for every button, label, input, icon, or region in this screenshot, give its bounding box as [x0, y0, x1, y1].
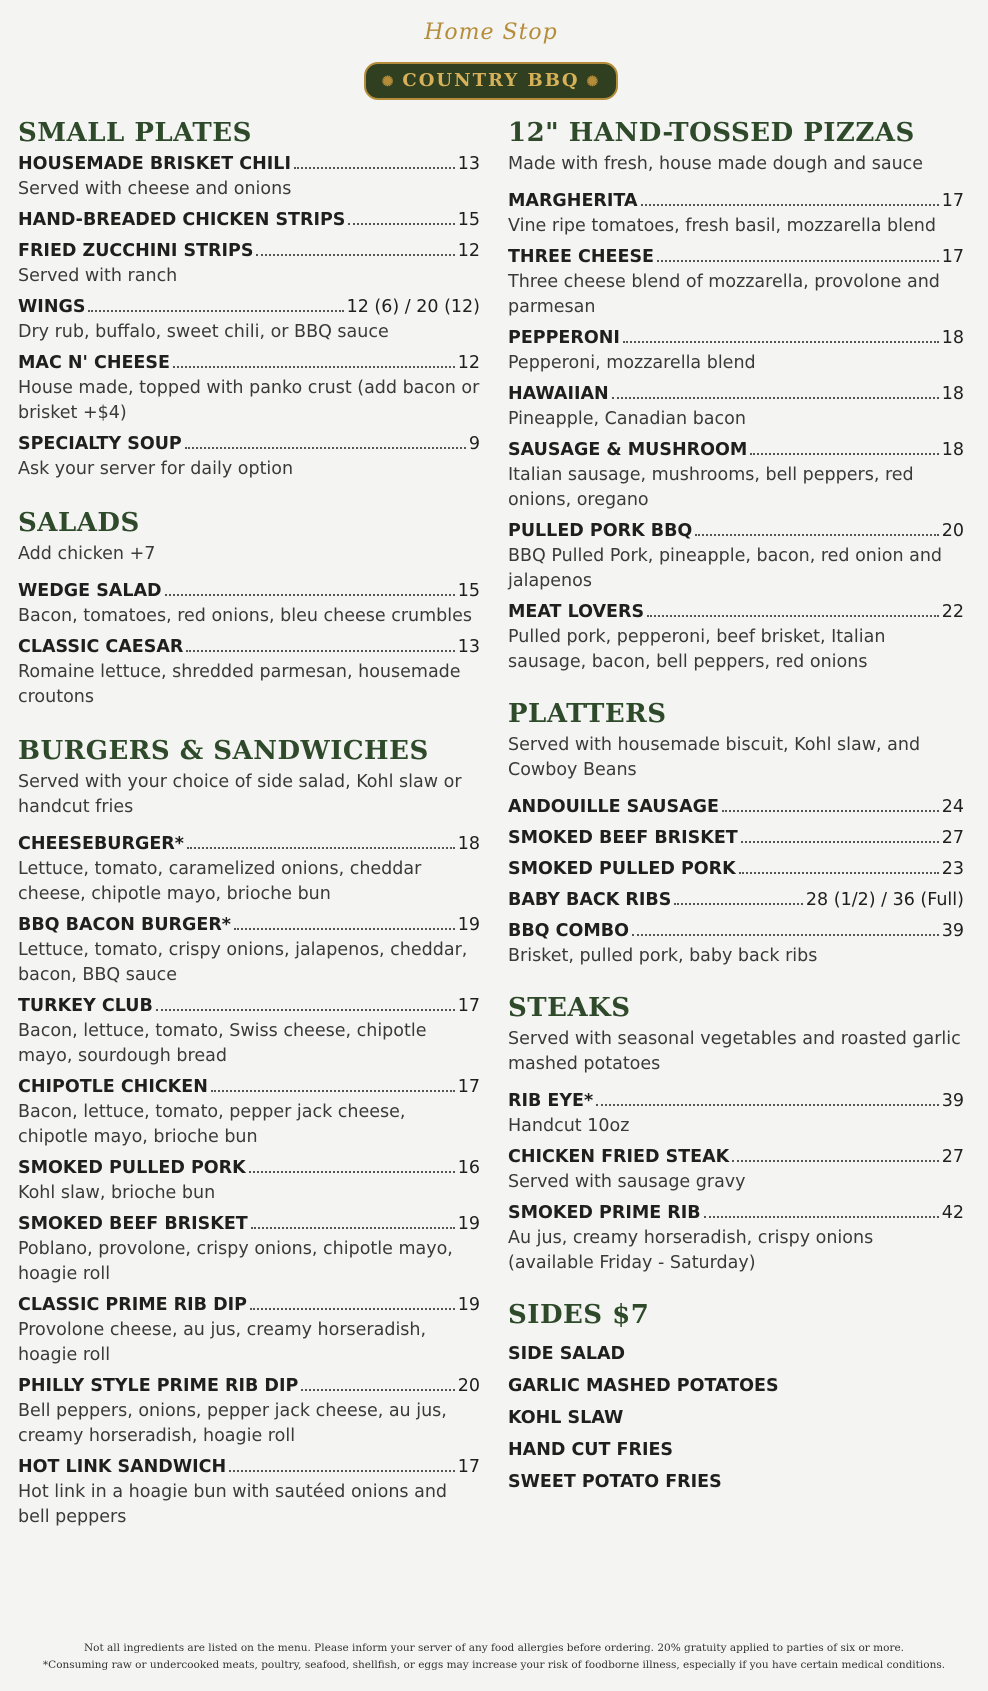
menu-section-salads — [18, 508, 480, 710]
menu-item-line — [18, 1374, 480, 1399]
dot-leader — [156, 1009, 455, 1011]
section-title: STEAKS — [508, 993, 631, 1023]
item-description: Hot link in a hoagie bun with sautéed onions and bell peppers — [18, 1482, 448, 1527]
item-name: FRIED ZUCCHINI STRIPS — [18, 241, 254, 261]
menu-section-platters — [508, 699, 964, 969]
menu-item-line — [508, 189, 964, 214]
dot-leader — [750, 453, 938, 455]
item-name: SMOKED PULLED PORK — [18, 1158, 246, 1178]
dot-leader — [88, 310, 343, 312]
item-price: 13 — [457, 637, 480, 657]
item-name: CLASSIC CAESAR — [18, 637, 184, 657]
item-name: CHICKEN FRIED STEAK — [508, 1147, 730, 1167]
item-description: Served with cheese and onions — [18, 179, 292, 199]
item-description: Pulled pork, pepperoni, beef brisket, Italian sausage, bacon, bell peppers, red onions — [508, 627, 886, 672]
item-description: Served with sausage gravy — [508, 1172, 746, 1192]
section-subtitle: Served with seasonal vegetables and roasted garlic mashed potatoes — [508, 1029, 961, 1074]
dot-leader — [657, 260, 939, 262]
item-name: SMOKED BEEF BRISKET — [508, 828, 738, 848]
section-title: SMALL PLATES — [18, 118, 252, 148]
dot-leader — [186, 650, 454, 652]
item-name: SAUSAGE & MUSHROOM — [508, 440, 748, 460]
item-description: Lettuce, tomato, crispy onions, jalapenos, cheddar, bacon, BBQ sauce — [18, 940, 468, 985]
item-price: 16 — [457, 1158, 480, 1178]
item-description: Vine ripe tomatoes, fresh basil, mozzarella blend — [508, 216, 936, 236]
item-name: SMOKED PRIME RIB — [508, 1203, 701, 1223]
item-price: 22 — [941, 602, 964, 622]
menu-item-line — [18, 1455, 480, 1480]
item-name: WINGS — [18, 297, 86, 317]
menu-item — [18, 1075, 480, 1150]
menu-item — [508, 519, 964, 594]
dot-leader — [704, 1216, 939, 1218]
menu-item-line — [18, 239, 480, 264]
item-description: Provolone cheese, au jus, creamy horseradish, hoagie roll — [18, 1320, 427, 1365]
item-price: 18 — [941, 440, 964, 460]
menu-item — [508, 438, 964, 513]
menu-item-line — [18, 295, 480, 320]
item-price: 13 — [457, 154, 480, 174]
item-name: MARGHERITA — [508, 191, 638, 211]
dot-leader — [229, 1470, 455, 1472]
menu-section-burgers-sandwiches — [18, 736, 480, 1530]
item-description: Bacon, lettuce, tomato, pepper jack cheese, chipotle mayo, brioche bun — [18, 1102, 406, 1147]
item-description: Brisket, pulled pork, baby back ribs — [508, 946, 818, 966]
restaurant-logo — [362, 18, 620, 98]
item-name: SMOKED BEEF BRISKET — [18, 1214, 248, 1234]
item-name: SPECIALTY SOUP — [18, 434, 182, 454]
item-price: 15 — [457, 210, 480, 230]
item-name: TURKEY CLUB — [18, 996, 153, 1016]
item-description: Dry rub, buffalo, sweet chili, or BBQ sauce — [18, 322, 389, 342]
dot-leader — [165, 594, 455, 596]
menu-item-line — [18, 832, 480, 857]
allergy-notice: Not all ingredients are listed on the menu. Please inform your server of any food allergies before ordering. 20% gratuity applied to parties of six or more. — [83, 1642, 905, 1654]
item-price: 20 — [941, 521, 964, 541]
dot-leader — [173, 366, 455, 368]
menu-item-line — [18, 351, 480, 376]
menu-item-line — [508, 919, 964, 944]
menu-item — [508, 189, 964, 239]
menu-footer — [0, 1640, 988, 1674]
item-price: 28 (1/2) / 36 (Full) — [805, 890, 964, 910]
menu-item-line — [18, 994, 480, 1019]
menu-item — [508, 919, 964, 969]
side-item: KOHL SLAW — [508, 1408, 624, 1428]
section-subtitle: Made with fresh, house made dough and sauce — [508, 154, 924, 174]
section-subtitle: Add chicken +7 — [18, 544, 156, 564]
menu-item-line — [508, 857, 964, 882]
item-price: 18 — [457, 834, 480, 854]
item-price: 12 — [457, 353, 480, 373]
menu-item-line — [18, 1075, 480, 1100]
item-price: 27 — [941, 828, 964, 848]
logo-name: COUNTRY BBQ — [402, 70, 580, 91]
dot-leader — [348, 223, 454, 225]
menu-item-line — [508, 519, 964, 544]
section-title: 12" HAND-TOSSED PIZZAS — [508, 118, 915, 148]
item-price: 17 — [457, 1077, 480, 1097]
item-name: THREE CHEESE — [508, 247, 655, 267]
menu-section-steaks — [508, 993, 964, 1276]
item-name: HAWAIIAN — [508, 384, 609, 404]
menu-item — [508, 326, 964, 376]
dot-leader — [739, 872, 939, 874]
menu-item — [18, 1455, 480, 1530]
menu-item-line — [18, 1293, 480, 1318]
dot-leader — [185, 447, 466, 449]
menu-item-line — [18, 208, 480, 233]
menu-item — [508, 795, 964, 820]
left-ornament-icon: ✺ — [381, 74, 403, 90]
item-description: Bacon, tomatoes, red onions, bleu cheese crumbles — [18, 606, 473, 626]
item-name: BBQ COMBO — [508, 921, 629, 941]
item-description: Kohl slaw, brioche bun — [18, 1183, 216, 1203]
item-name: BBQ BACON BURGER* — [18, 915, 231, 935]
menu-item — [508, 1089, 964, 1139]
menu-item — [508, 245, 964, 320]
menu-item-line — [18, 152, 480, 177]
item-price: 18 — [941, 384, 964, 404]
menu-item — [18, 432, 480, 482]
logo-banner — [364, 62, 618, 100]
item-description: Served with ranch — [18, 266, 178, 286]
item-name: HAND-BREADED CHICKEN STRIPS — [18, 210, 346, 230]
menu-item-line — [508, 826, 964, 851]
menu-item — [18, 1293, 480, 1368]
menu-section-small-plates — [18, 118, 480, 482]
menu-item-line — [508, 326, 964, 351]
menu-item-line — [508, 382, 964, 407]
dot-leader — [647, 615, 939, 617]
dot-leader — [294, 167, 455, 169]
item-description: Italian sausage, mushrooms, bell peppers, red onions, oregano — [508, 465, 914, 510]
item-description: Ask your server for daily option — [18, 459, 294, 479]
item-price: 12 — [457, 241, 480, 261]
menu-item — [18, 351, 480, 426]
item-price: 19 — [457, 1214, 480, 1234]
dot-leader — [251, 1227, 455, 1229]
item-price: 12 (6) / 20 (12) — [346, 297, 480, 317]
section-title: BURGERS & SANDWICHES — [18, 736, 429, 766]
menu-item-line — [508, 1145, 964, 1170]
item-price: 27 — [941, 1147, 964, 1167]
menu-item — [18, 635, 480, 710]
menu-item-line — [508, 438, 964, 463]
item-price: 19 — [457, 915, 480, 935]
item-name: BABY BACK RIBS — [508, 890, 672, 910]
dot-leader — [674, 903, 803, 905]
side-item: SWEET POTATO FRIES — [508, 1472, 722, 1492]
menu-item — [508, 382, 964, 432]
dot-leader — [741, 841, 939, 843]
dot-leader — [250, 1308, 455, 1310]
menu-item — [18, 239, 480, 289]
menu-item — [18, 295, 480, 345]
item-description: Three cheese blend of mozzarella, provolone and parmesan — [508, 272, 940, 317]
section-title: SIDES $7 — [508, 1300, 650, 1330]
item-name: PEPPERONI — [508, 328, 620, 348]
item-name: PULLED PORK BBQ — [508, 521, 693, 541]
item-price: 42 — [941, 1203, 964, 1223]
dot-leader — [641, 204, 939, 206]
menu-item-line — [508, 1089, 964, 1114]
left-column — [18, 118, 480, 1536]
item-description: Au jus, creamy horseradish, crispy onions (available Friday - Saturday) — [508, 1228, 874, 1273]
menu-section-12-hand-tossed-pizzas — [508, 118, 964, 675]
menu-item — [18, 913, 480, 988]
menu-item — [18, 832, 480, 907]
item-price: 18 — [941, 328, 964, 348]
item-price: 15 — [457, 581, 480, 601]
item-description: Romaine lettuce, shredded parmesan, housemade croutons — [18, 662, 461, 707]
menu-item — [18, 1374, 480, 1449]
item-description: Lettuce, tomato, caramelized onions, cheddar cheese, chipotle mayo, brioche bun — [18, 859, 422, 904]
sides-list — [508, 1338, 964, 1498]
item-price: 39 — [941, 1091, 964, 1111]
section-subtitle: Served with housemade biscuit, Kohl slaw, and Cowboy Beans — [508, 735, 921, 780]
right-ornament-icon: ✺ — [579, 74, 601, 90]
menu-item-line — [508, 245, 964, 270]
menu-item-line — [508, 1201, 964, 1226]
menu-item-line — [508, 888, 964, 913]
menu-item — [508, 600, 964, 675]
item-name: ANDOUILLE SAUSAGE — [508, 797, 719, 817]
consumption-warning: *Consuming raw or undercooked meats, poultry, seafood, shellfish, or eggs may increase your risk of foodborne illness, especially if you have certain medical conditions. — [42, 1659, 946, 1671]
item-description: Bell peppers, onions, pepper jack cheese, au jus, creamy horseradish, hoagie roll — [18, 1401, 447, 1446]
side-item: HAND CUT FRIES — [508, 1440, 674, 1460]
dot-leader — [722, 810, 939, 812]
side-item: GARLIC MASHED POTATOES — [508, 1376, 779, 1396]
side-item: SIDE SALAD — [508, 1344, 626, 1364]
item-price: 24 — [941, 797, 964, 817]
menu-item — [508, 1145, 964, 1195]
menu-item-line — [18, 1212, 480, 1237]
logo-script-text: Home Stop — [424, 20, 558, 45]
item-price: 39 — [941, 921, 964, 941]
item-description: BBQ Pulled Pork, pineapple, bacon, red onion and jalapenos — [508, 546, 943, 591]
menu-item-line — [18, 1156, 480, 1181]
item-name: WEDGE SALAD — [18, 581, 162, 601]
dot-leader — [632, 934, 939, 936]
menu-item-line — [18, 635, 480, 660]
item-name: CHIPOTLE CHICKEN — [18, 1077, 208, 1097]
item-description: Pineapple, Canadian bacon — [508, 409, 746, 429]
dot-leader — [211, 1090, 455, 1092]
menu-item — [508, 826, 964, 851]
item-name: HOUSEMADE BRISKET CHILI — [18, 154, 291, 174]
menu-section-sides — [508, 1300, 964, 1498]
item-description: Handcut 10oz — [508, 1116, 630, 1136]
dot-leader — [623, 341, 939, 343]
item-description: Pepperoni, mozzarella blend — [508, 353, 756, 373]
item-description: Poblano, provolone, crispy onions, chipotle mayo, hoagie roll — [18, 1239, 453, 1284]
dot-leader — [187, 847, 455, 849]
dot-leader — [695, 534, 938, 536]
menu-item-line — [508, 795, 964, 820]
item-description: House made, topped with panko crust (add bacon or brisket +$4) — [18, 378, 480, 423]
item-description: Bacon, lettuce, tomato, Swiss cheese, chipotle mayo, sourdough bread — [18, 1021, 427, 1066]
item-name: PHILLY STYLE PRIME RIB DIP — [18, 1376, 299, 1396]
menu-item — [508, 857, 964, 882]
item-price: 23 — [941, 859, 964, 879]
item-price: 20 — [457, 1376, 480, 1396]
section-subtitle: Served with your choice of side salad, Kohl slaw or handcut fries — [18, 772, 462, 817]
menu-item — [18, 152, 480, 202]
item-price: 9 — [468, 434, 480, 454]
item-name: CHEESEBURGER* — [18, 834, 184, 854]
item-price: 17 — [457, 1457, 480, 1477]
dot-leader — [301, 1389, 454, 1391]
menu-item — [508, 1201, 964, 1276]
dot-leader — [256, 254, 454, 256]
item-name: HOT LINK SANDWICH — [18, 1457, 227, 1477]
menu-item-line — [18, 913, 480, 938]
dot-leader — [732, 1160, 939, 1162]
menu-item — [18, 1156, 480, 1206]
item-price: 19 — [457, 1295, 480, 1315]
section-title: SALADS — [18, 508, 140, 538]
menu-item — [18, 1212, 480, 1287]
menu-item-line — [508, 600, 964, 625]
dot-leader — [596, 1104, 939, 1106]
menu-item — [18, 994, 480, 1069]
section-title: PLATTERS — [508, 699, 667, 729]
dot-leader — [249, 1171, 455, 1173]
right-column — [508, 118, 964, 1520]
item-name: CLASSIC PRIME RIB DIP — [18, 1295, 247, 1315]
item-price: 17 — [457, 996, 480, 1016]
item-name: MAC N' CHEESE — [18, 353, 170, 373]
item-name: RIB EYE* — [508, 1091, 594, 1111]
item-price: 17 — [941, 191, 964, 211]
item-name: SMOKED PULLED PORK — [508, 859, 736, 879]
menu-item-line — [18, 579, 480, 604]
menu-item-line — [18, 432, 480, 457]
item-name: MEAT LOVERS — [508, 602, 645, 622]
dot-leader — [612, 397, 939, 399]
dot-leader — [234, 928, 455, 930]
item-price: 17 — [941, 247, 964, 267]
menu-item — [508, 888, 964, 913]
menu-item — [18, 208, 480, 233]
menu-item — [18, 579, 480, 629]
